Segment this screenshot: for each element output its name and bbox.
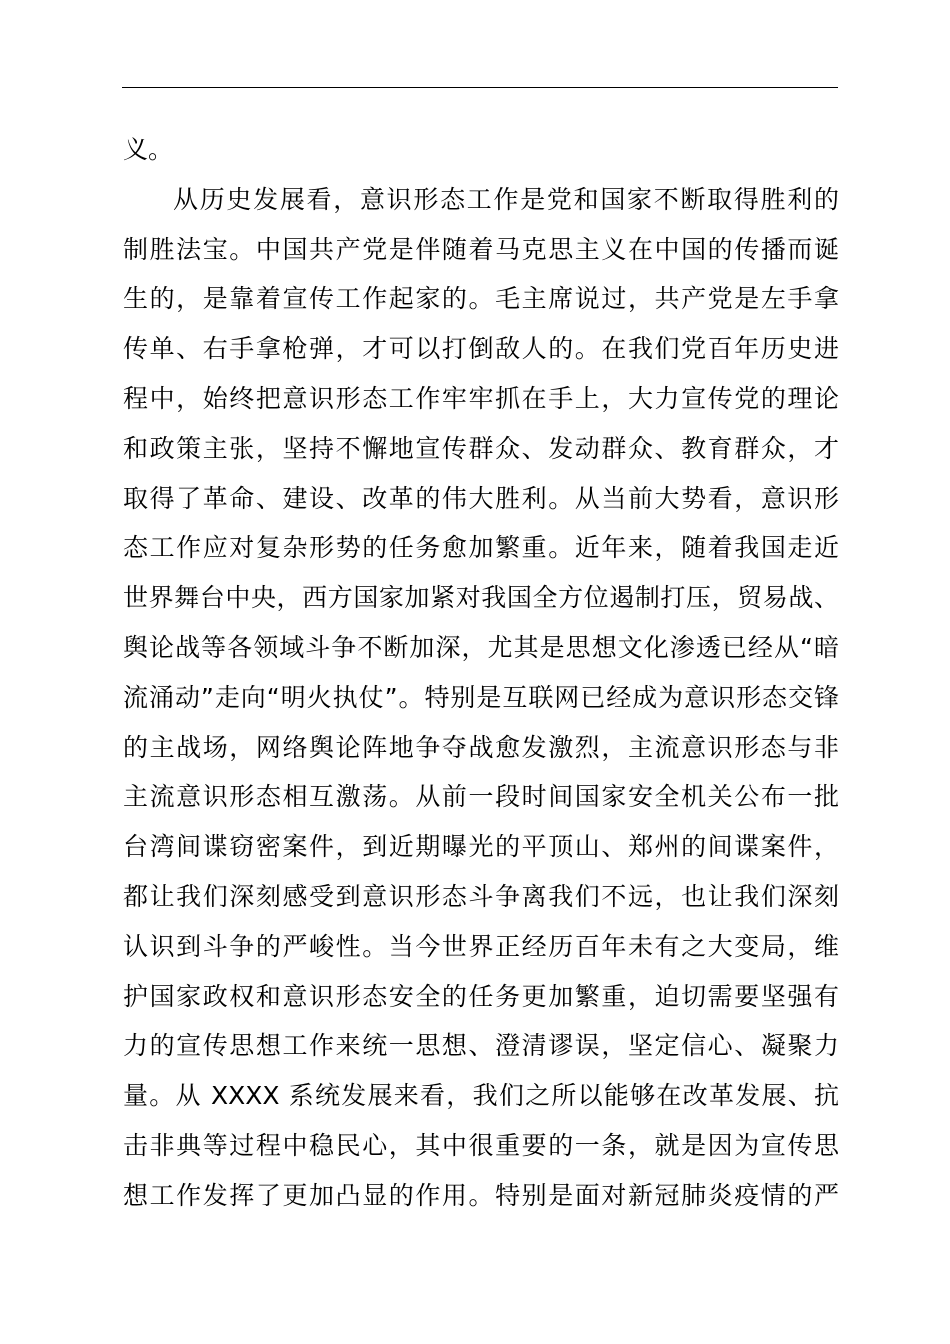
body-text <box>123 125 839 1221</box>
text-line: 态工作应对复杂形势的任务愈加繁重。近年来，随着我国走近 <box>123 533 839 563</box>
text-line: 护国家政权和意识形态安全的任务更加繁重，迫切需要坚强有 <box>123 981 839 1011</box>
text-line: 舆论战等各领域斗争不断加深，尤其是思想文化渗透已经从“暗 <box>123 632 839 662</box>
text-line: 传单、右手拿枪弹，才可以打倒敌人的。在我们党百年历史进 <box>123 334 839 364</box>
text-line: 击非典等过程中稳民心，其中很重要的一条，就是因为宣传思 <box>123 1130 839 1160</box>
text-line: 流涌动”走向“明火执仗”。特别是互联网已经成为意识形态交锋 <box>123 682 839 712</box>
text-line: 制胜法宝。中国共产党是伴随着马克思主义在中国的传播而诞 <box>123 234 839 264</box>
text-line: 台湾间谍窃密案件，到近期曝光的平顶山、郑州的间谍案件， <box>123 832 839 862</box>
paragraph-first-line: 从历史发展看，意识形态工作是党和国家不断取得胜利的 <box>173 184 839 214</box>
text-line: 认识到斗争的严峻性。当今世界正经历百年未有之大变局，维 <box>123 931 839 961</box>
text-line: 主流意识形态相互激荡。从前一段时间国家安全机关公布一批 <box>123 782 839 812</box>
text-line: 的主战场，网络舆论阵地争夺战愈发激烈，主流意识形态与非 <box>123 732 839 762</box>
text-line: 和政策主张，坚持不懈地宣传群众、发动群众、教育群众，才 <box>123 433 839 463</box>
header-rule <box>122 87 838 88</box>
text-line: 世界舞台中央，西方国家加紧对我国全方位遏制打压，贸易战、 <box>123 583 839 613</box>
text-line: 量。从 XXXX 系统发展来看，我们之所以能够在改革发展、抗 <box>123 1081 839 1111</box>
text-line: 都让我们深刻感受到意识形态斗争离我们不远，也让我们深刻 <box>123 881 839 911</box>
text-line: 生的，是靠着宣传工作起家的。毛主席说过，共产党是左手拿 <box>123 284 839 314</box>
text-line: 想工作发挥了更加凸显的作用。特别是面对新冠肺炎疫情的严 <box>123 1180 839 1210</box>
text-line: 力的宣传思想工作来统一思想、澄清谬误，坚定信心、凝聚力 <box>123 1031 839 1061</box>
text-line: 取得了革命、建设、改革的伟大胜利。从当前大势看，意识形 <box>123 483 839 513</box>
text-line: 程中，始终把意识形态工作牢牢抓在手上，大力宣传党的理论 <box>123 383 839 413</box>
text-line: 义。 <box>123 135 174 164</box>
